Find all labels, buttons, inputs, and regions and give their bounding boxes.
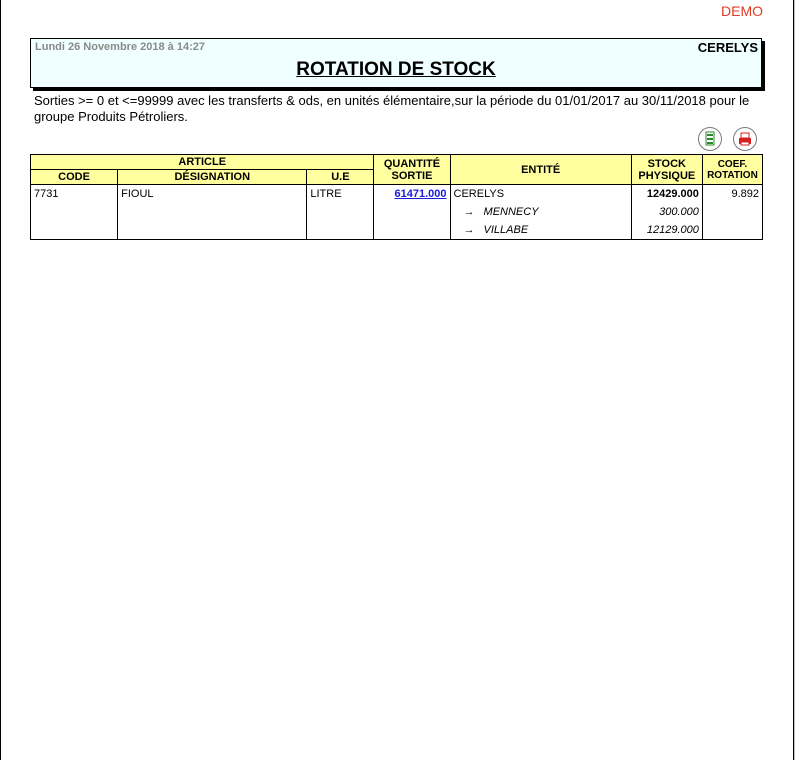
stock-header-line1: STOCK xyxy=(647,157,686,170)
pdf-export-icon[interactable] xyxy=(733,127,757,151)
designation-header: DÉSIGNATION xyxy=(118,170,307,185)
quantite-link[interactable]: 61471.000 xyxy=(394,188,447,200)
designation-cell: FIOUL xyxy=(118,185,307,204)
empty-cell xyxy=(118,203,307,221)
article-group-header: ARTICLE xyxy=(31,155,374,170)
table-row xyxy=(31,185,763,204)
stock-cell: 12429.000 xyxy=(631,185,702,204)
empty-cell xyxy=(31,221,118,240)
empty-cell xyxy=(118,221,307,240)
empty-cell xyxy=(307,221,374,240)
arrow-right-icon: → xyxy=(463,224,475,236)
report-title xyxy=(31,59,761,81)
report-title-text: ROTATION DE STOCK xyxy=(296,59,496,80)
coef-header-line1: COEF. xyxy=(717,158,748,170)
code-cell: 7731 xyxy=(31,185,118,204)
stock-header xyxy=(631,155,702,185)
empty-cell xyxy=(31,203,118,221)
quantite-header-line2: SORTIE xyxy=(391,169,433,182)
arrow-right-icon: → xyxy=(463,206,475,218)
stock-header-line2: PHYSIQUE xyxy=(638,169,696,182)
quantite-header xyxy=(374,155,450,185)
quantite-cell xyxy=(374,185,450,204)
sub-entite-cell xyxy=(450,203,631,221)
sub-stock-cell: 300.000 xyxy=(631,203,702,221)
code-header: CODE xyxy=(31,170,118,185)
report-date: Lundi 26 Novembre 2018 à 14:27 xyxy=(35,41,205,53)
coef-cell: 9.892 xyxy=(702,185,762,204)
empty-cell xyxy=(307,203,374,221)
coef-header-line2: ROTATION xyxy=(707,169,758,181)
entite-cell: CERELYS xyxy=(450,185,631,204)
sub-entite-name: MENNECY xyxy=(483,206,539,218)
sub-entite-name: VILLABE xyxy=(483,224,529,236)
sub-entite-cell xyxy=(450,221,631,240)
company-name: CERELYS xyxy=(697,40,758,55)
ue-cell: LITRE xyxy=(307,185,374,204)
quantite-header-line1: QUANTITÉ xyxy=(383,157,441,170)
report-description: Sorties >= 0 et <=99999 avec les transferts & ods, en unités élémentaire,sur la période du 01/01/2017 au 30/11/2018 pour le groupe Produits Pétroliers. xyxy=(34,93,750,124)
page-border-left xyxy=(0,0,1,760)
excel-export-icon[interactable] xyxy=(698,127,722,151)
report-header xyxy=(30,38,762,88)
coef-header xyxy=(702,155,762,185)
entite-header: ENTITÉ xyxy=(450,155,631,185)
demo-label: DEMO xyxy=(721,3,763,19)
stock-rotation-table xyxy=(30,154,763,240)
table-subrow xyxy=(31,203,763,221)
table-subrow xyxy=(31,221,763,240)
empty-cell xyxy=(374,203,450,221)
empty-cell xyxy=(374,221,450,240)
sub-stock-cell: 12129.000 xyxy=(631,221,702,240)
empty-cell xyxy=(702,203,762,221)
ue-header: U.E xyxy=(307,170,374,185)
empty-cell xyxy=(702,221,762,240)
